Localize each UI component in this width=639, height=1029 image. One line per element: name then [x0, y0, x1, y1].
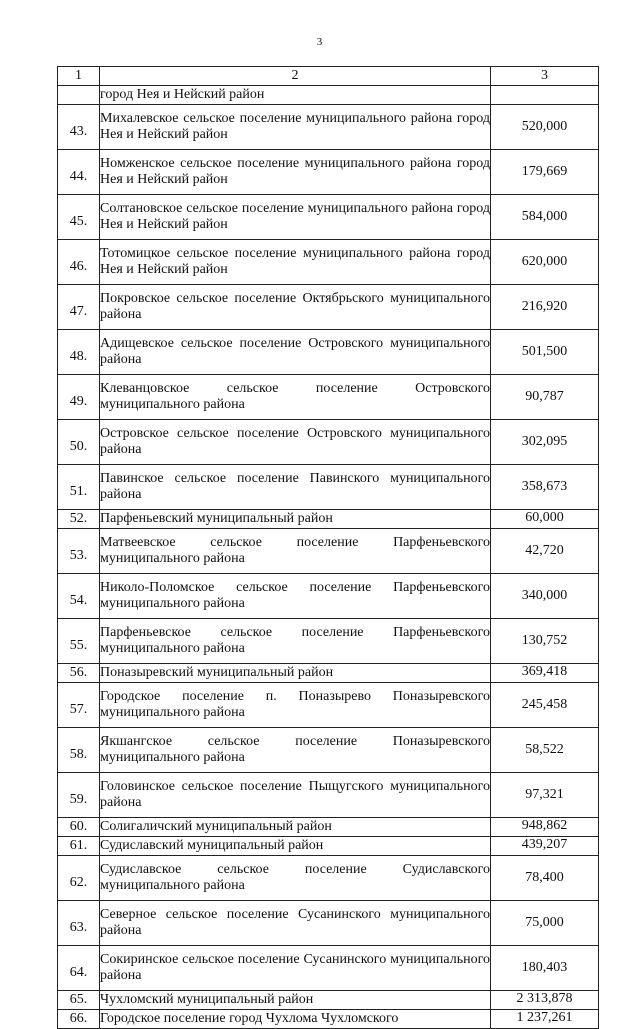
row-name: Солтановское сельское поселение муниципального района город Нея и Нейский район	[100, 195, 491, 240]
row-number: 62.	[58, 856, 100, 901]
row-value: 369,418	[491, 664, 599, 683]
row-value: 948,862	[491, 818, 599, 837]
table-row	[58, 1010, 599, 1029]
row-number: 66.	[58, 1010, 100, 1029]
table-row	[58, 285, 599, 330]
table-row	[58, 619, 599, 664]
row-number: 63.	[58, 901, 100, 946]
row-name: Николо-Поломское сельское поселение Парфеньевского муниципального района	[100, 574, 491, 619]
row-number: 57.	[58, 683, 100, 728]
table-row	[58, 150, 599, 195]
row-name: Поназыревский муниципальный район	[100, 664, 491, 683]
row-number: 60.	[58, 818, 100, 837]
table-header-row	[58, 67, 599, 86]
row-number: 46.	[58, 240, 100, 285]
table-row	[58, 510, 599, 529]
header-col-3: 3	[491, 67, 599, 86]
table-row	[58, 901, 599, 946]
table-row	[58, 195, 599, 240]
table-row	[58, 240, 599, 285]
row-number: 64.	[58, 946, 100, 991]
row-name: Тотомицкое сельское поселение муниципального района город Нея и Нейский район	[100, 240, 491, 285]
table-row	[58, 529, 599, 574]
table-row	[58, 773, 599, 818]
row-name: Городское поселение п. Поназырево Поназыревского муниципального района	[100, 683, 491, 728]
row-name: Павинское сельское поселение Павинского муниципального района	[100, 465, 491, 510]
table-row	[58, 837, 599, 856]
row-name: Михалевское сельское поселение муниципального района город Нея и Нейский район	[100, 105, 491, 150]
row-number	[58, 86, 100, 105]
table-row	[58, 330, 599, 375]
table-row	[58, 818, 599, 837]
table-row	[58, 991, 599, 1010]
row-name: Парфеньевский муниципальный район	[100, 510, 491, 529]
row-name: Сокиринское сельское поселение Сусанинского муниципального района	[100, 946, 491, 991]
row-number: 49.	[58, 375, 100, 420]
row-name: Чухломский муниципальный район	[100, 991, 491, 1010]
row-name: Городское поселение город Чухлома Чухломского	[100, 1010, 491, 1029]
row-value: 439,207	[491, 837, 599, 856]
row-number: 56.	[58, 664, 100, 683]
row-value: 245,458	[491, 683, 599, 728]
row-value: 1 237,261	[491, 1010, 599, 1029]
row-name: Покровское сельское поселение Октябрьского муниципального района	[100, 285, 491, 330]
row-name: Клеванцовское сельское поселение Островского муниципального района	[100, 375, 491, 420]
row-value: 97,321	[491, 773, 599, 818]
row-number: 52.	[58, 510, 100, 529]
row-number: 59.	[58, 773, 100, 818]
row-value: 501,500	[491, 330, 599, 375]
row-value: 216,920	[491, 285, 599, 330]
row-number: 48.	[58, 330, 100, 375]
row-name: Островское сельское поселение Островского муниципального района	[100, 420, 491, 465]
table-row	[58, 465, 599, 510]
table-row	[58, 574, 599, 619]
table-row	[58, 683, 599, 728]
row-value: 58,522	[491, 728, 599, 773]
row-number: 61.	[58, 837, 100, 856]
row-value: 340,000	[491, 574, 599, 619]
row-value: 130,752	[491, 619, 599, 664]
row-value: 75,000	[491, 901, 599, 946]
row-value: 520,000	[491, 105, 599, 150]
row-number: 51.	[58, 465, 100, 510]
table-row	[58, 420, 599, 465]
row-name: Адищевское сельское поселение Островского муниципального района	[100, 330, 491, 375]
row-name: Северное сельское поселение Сусанинского муниципального района	[100, 901, 491, 946]
row-name: Судиславский муниципальный район	[100, 837, 491, 856]
table-row	[58, 728, 599, 773]
row-number: 55.	[58, 619, 100, 664]
header-col-2: 2	[100, 67, 491, 86]
row-name: Солигаличский муниципальный район	[100, 818, 491, 837]
row-value: 42,720	[491, 529, 599, 574]
row-value	[491, 86, 599, 105]
header-col-1: 1	[58, 67, 100, 86]
table-row	[58, 664, 599, 683]
row-number: 58.	[58, 728, 100, 773]
row-value: 60,000	[491, 510, 599, 529]
row-number: 54.	[58, 574, 100, 619]
row-value: 302,095	[491, 420, 599, 465]
row-number: 53.	[58, 529, 100, 574]
row-number: 47.	[58, 285, 100, 330]
row-value: 2 313,878	[491, 991, 599, 1010]
row-name: Якшангское сельское поселение Поназыревского муниципального района	[100, 728, 491, 773]
row-number: 45.	[58, 195, 100, 240]
row-value: 620,000	[491, 240, 599, 285]
row-value: 179,669	[491, 150, 599, 195]
row-name: Судиславское сельское поселение Судиславского муниципального района	[100, 856, 491, 901]
row-value: 584,000	[491, 195, 599, 240]
row-name: Матвеевское сельское поселение Парфеньевского муниципального района	[100, 529, 491, 574]
row-name: Головинское сельское поселение Пыщугского муниципального района	[100, 773, 491, 818]
row-number: 65.	[58, 991, 100, 1010]
row-name: город Нея и Нейский район	[100, 86, 491, 105]
distribution-table	[57, 66, 599, 1029]
page-number: 3	[316, 36, 323, 48]
row-name: Парфеньевское сельское поселение Парфеньевского муниципального района	[100, 619, 491, 664]
table-row	[58, 375, 599, 420]
row-number: 43.	[58, 105, 100, 150]
row-number: 50.	[58, 420, 100, 465]
row-name: Номженское сельское поселение муниципального района город Нея и Нейский район	[100, 150, 491, 195]
row-value: 90,787	[491, 375, 599, 420]
row-value: 78,400	[491, 856, 599, 901]
row-value: 358,673	[491, 465, 599, 510]
row-value: 180,403	[491, 946, 599, 991]
table-row	[58, 105, 599, 150]
table-row	[58, 946, 599, 991]
row-number: 44.	[58, 150, 100, 195]
table-row	[58, 86, 599, 105]
table-row	[58, 856, 599, 901]
